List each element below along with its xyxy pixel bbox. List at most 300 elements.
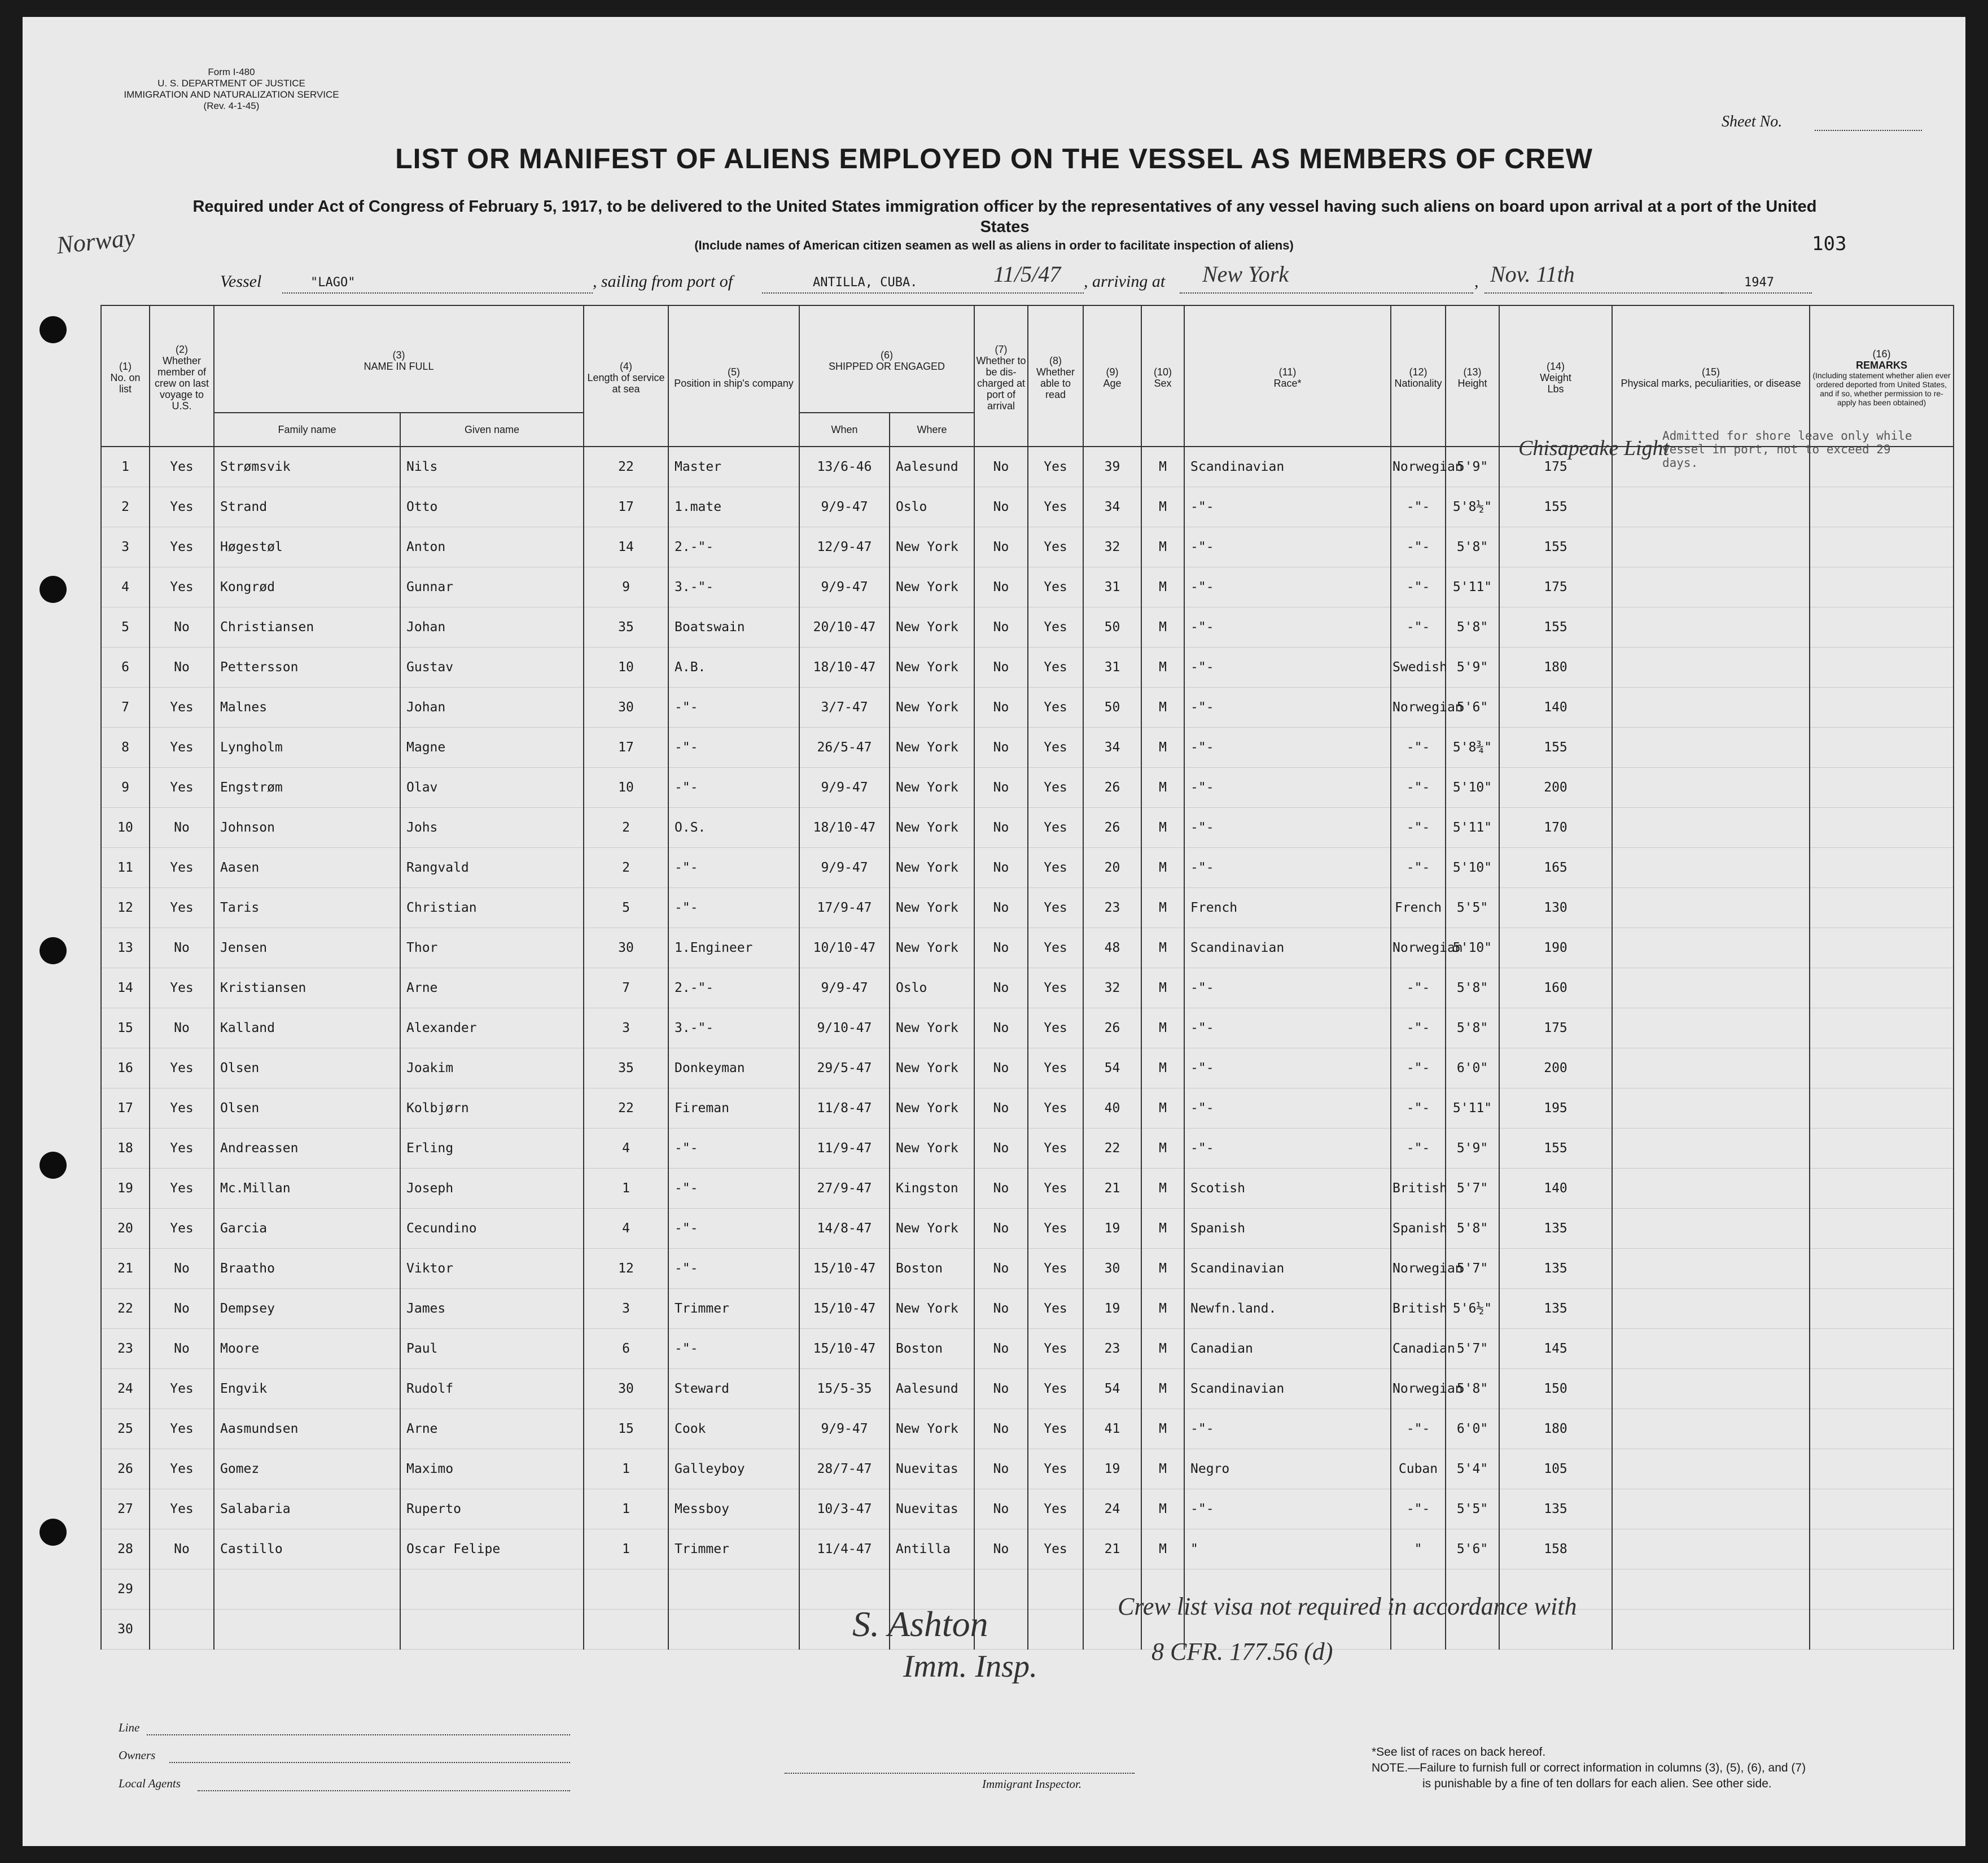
family-name: Olsen [214,1048,400,1088]
col-name-in-full: (3) NAME IN FULL [214,305,584,413]
table-row [101,1610,1954,1650]
sailing-date: 11/5/47 [993,261,1061,287]
age: 26 [1083,1008,1141,1048]
family-name: Andreassen [214,1129,400,1169]
able-to-read: Yes [1028,648,1083,688]
height: 5'11" [1446,1088,1499,1129]
able-to-read: Yes [1028,1289,1083,1329]
table-row [101,1569,1954,1610]
nationality: Norwegian [1391,1369,1446,1409]
shipped-where: New York [890,928,974,968]
remarks-cell [1810,888,1954,928]
discharged: No [974,968,1028,1008]
remarks-cell [1810,968,1954,1008]
weight: 135 [1499,1249,1612,1289]
table-row [101,1489,1954,1529]
race: -"- [1184,1409,1391,1449]
nationality: Norwegian [1391,688,1446,728]
sex: M [1141,1449,1184,1489]
service-years: 22 [584,447,668,487]
shipped-where: Oslo [890,968,974,1008]
age: 40 [1083,1088,1141,1129]
footnote [1372,1744,1947,1792]
service-years: 4 [584,1129,668,1169]
prev-voyage: Yes [150,1409,214,1449]
height: 5'11" [1446,808,1499,848]
position: -"- [668,768,799,808]
form-revision: (Rev. 4-1-45) [203,100,260,111]
able-to-read: Yes [1028,888,1083,928]
height: 5'9" [1446,447,1499,487]
nationality: -"- [1391,1489,1446,1529]
sex: M [1141,1048,1184,1088]
age: 54 [1083,1048,1141,1088]
remarks-cell [1810,607,1954,648]
physical-marks-cell [1612,1088,1810,1129]
discharged: No [974,808,1028,848]
document-title: LIST OR MANIFEST OF ALIENS EMPLOYED ON THE VESSEL AS MEMBERS OF CREW [395,143,1593,174]
position: Fireman [668,1088,799,1129]
remarks-cell [1810,1569,1954,1610]
nationality: Swedish [1391,648,1446,688]
sex: M [1141,848,1184,888]
position: Messboy [668,1489,799,1529]
footer-agents-field [198,1790,570,1791]
shipped-where: Kingston [890,1169,974,1209]
shipped-when: 10/3-47 [799,1489,890,1529]
position: -"- [668,888,799,928]
sex: M [1141,968,1184,1008]
remarks-cell [1810,1008,1954,1048]
col-able-to-read: (8) Whether able to read [1028,305,1083,447]
shipped-when: 9/9-47 [799,1409,890,1449]
remarks-cell [1810,1610,1954,1650]
service-years: 1 [584,1169,668,1209]
nationality: -"- [1391,1088,1446,1129]
prev-voyage: Yes [150,848,214,888]
nationality: -"- [1391,968,1446,1008]
table-row [101,1329,1954,1369]
race: -"- [1184,768,1391,808]
able-to-read: Yes [1028,848,1083,888]
crew-list-note-line1: Crew list visa not required in accordance with [1118,1593,1577,1620]
row-number: 30 [101,1610,150,1650]
table-row [101,1409,1954,1449]
service-years: 14 [584,527,668,567]
weight: 165 [1499,848,1612,888]
age: 30 [1083,1249,1141,1289]
able-to-read: Yes [1028,1088,1083,1129]
shipped-when: 28/7-47 [799,1449,890,1489]
prev-voyage: Yes [150,1369,214,1409]
shipped-when: 12/9-47 [799,527,890,567]
family-name: Kongrød [214,567,400,607]
height: 5'8" [1446,607,1499,648]
prev-voyage: Yes [150,487,214,527]
footer-line-label: Line [119,1721,140,1734]
able-to-read: Yes [1028,728,1083,768]
able-to-read: Yes [1028,968,1083,1008]
row-number: 9 [101,768,150,808]
shipped-where: New York [890,648,974,688]
row-number: 6 [101,648,150,688]
race: -"- [1184,1048,1391,1088]
nationality: -"- [1391,487,1446,527]
height: 5'8" [1446,968,1499,1008]
immigrant-inspector-line [785,1773,1135,1774]
shipped-when: 9/9-47 [799,968,890,1008]
service-years: 2 [584,808,668,848]
row-number: 29 [101,1569,150,1610]
weight: 190 [1499,928,1612,968]
age: 50 [1083,688,1141,728]
age: 19 [1083,1449,1141,1489]
physical-marks-cell [1612,487,1810,527]
shipped-where: New York [890,1129,974,1169]
table-row [101,848,1954,888]
position: -"- [668,728,799,768]
given-name: Viktor [400,1249,584,1289]
race: -"- [1184,688,1391,728]
physical-marks-cell [1612,968,1810,1008]
family-name: Mc.Millan [214,1169,400,1209]
col-shipped-engaged: (6) SHIPPED OR ENGAGED [799,305,974,413]
weight: 155 [1499,487,1612,527]
physical-marks-cell [1612,848,1810,888]
position: -"- [668,1209,799,1249]
shipped-where: New York [890,808,974,848]
row-number: 23 [101,1329,150,1369]
race: -"- [1184,527,1391,567]
nationality: Spanish [1391,1209,1446,1249]
remarks-cell [1810,728,1954,768]
race: -"- [1184,607,1391,648]
prev-voyage: No [150,928,214,968]
table-row [101,928,1954,968]
remarks-cell [1810,1048,1954,1088]
shipped-when: 9/9-47 [799,848,890,888]
table-row [101,607,1954,648]
crew-rows [101,447,1954,1650]
crew-list-note-line2: 8 CFR. 177.56 (d) [1151,1638,1333,1665]
height: 5'11" [1446,567,1499,607]
row-number: 21 [101,1249,150,1289]
shipped-when: 11/9-47 [799,1129,890,1169]
remarks-cell [1810,1088,1954,1129]
able-to-read: Yes [1028,1008,1083,1048]
sex: M [1141,1529,1184,1569]
arriving-line [1180,292,1473,294]
table-row [101,1008,1954,1048]
nationality: -"- [1391,808,1446,848]
table-row [101,1289,1954,1329]
shipped-when: 15/10-47 [799,1249,890,1289]
weight: 180 [1499,648,1612,688]
race: French [1184,888,1391,928]
given-name: Olav [400,768,584,808]
arriving-port: New York [1202,261,1289,287]
remarks-cell [1810,1409,1954,1449]
prev-voyage: Yes [150,1209,214,1249]
prev-voyage: Yes [150,1489,214,1529]
punch-hole [40,576,67,603]
remarks-cell [1810,1529,1954,1569]
table-row [101,728,1954,768]
prev-voyage: Yes [150,567,214,607]
discharged: No [974,888,1028,928]
given-name: Arne [400,968,584,1008]
discharged: No [974,567,1028,607]
given-name: Maximo [400,1449,584,1489]
family-name: Castillo [214,1529,400,1569]
remarks-cell [1810,848,1954,888]
arrival-date: Nov. 11th [1490,261,1575,287]
age: 54 [1083,1369,1141,1409]
shipped-where: New York [890,567,974,607]
sex: M [1141,1129,1184,1169]
remarks-cell [1810,768,1954,808]
given-name: Gustav [400,648,584,688]
remarks-cell [1810,487,1954,527]
prev-voyage: Yes [150,447,214,487]
able-to-read: Yes [1028,1529,1083,1569]
race: -"- [1184,728,1391,768]
able-to-read: Yes [1028,808,1083,848]
table-row [101,1449,1954,1489]
given-name: Rangvald [400,848,584,888]
position: Donkeyman [668,1048,799,1088]
sex: M [1141,808,1184,848]
prev-voyage [150,1610,214,1650]
col-crew-last-voyage: (2) Whether member of crew on last voyage to U.S. [150,305,214,447]
service-years: 30 [584,928,668,968]
physical-marks-cell [1612,1008,1810,1048]
position: 2.-"- [668,527,799,567]
discharged: No [974,527,1028,567]
weight: 170 [1499,808,1612,848]
able-to-read: Yes [1028,1129,1083,1169]
comma-separator: , [1474,272,1479,291]
weight: 158 [1499,1529,1612,1569]
service-years: 15 [584,1409,668,1449]
height: 5'8" [1446,527,1499,567]
physical-marks-cell [1612,1329,1810,1369]
service-years: 10 [584,768,668,808]
given-name: Nils [400,447,584,487]
weight: 140 [1499,1169,1612,1209]
family-name: Christiansen [214,607,400,648]
col-weight: (14) Weight Lbs [1499,305,1612,447]
race: Scandinavian [1184,928,1391,968]
height: 5'8½" [1446,487,1499,527]
weight: 135 [1499,1289,1612,1329]
race: -"- [1184,1129,1391,1169]
row-number: 5 [101,607,150,648]
table-row [101,1048,1954,1088]
position: 1.Engineer [668,928,799,968]
vessel-name: "LAGO" [310,275,356,290]
col-remarks: (16) REMARKS (Including statement whether alien ever ordered deported from United States, and if so, whether permission to re-apply has been obtained) [1810,305,1954,447]
shipped-where: New York [890,1008,974,1048]
able-to-read: Yes [1028,1449,1083,1489]
prev-voyage: No [150,648,214,688]
table-row [101,888,1954,928]
age: 20 [1083,848,1141,888]
col-length-service: (4) Length of service at sea [584,305,668,447]
shipped-where: Boston [890,1329,974,1369]
discharged: No [974,1048,1028,1088]
family-name: Engstrøm [214,768,400,808]
weight: 160 [1499,968,1612,1008]
physical-marks-cell [1612,1529,1810,1569]
service-years: 17 [584,728,668,768]
shipped-where: New York [890,1209,974,1249]
nationality: -"- [1391,848,1446,888]
physical-marks-cell [1612,1129,1810,1169]
given-name: Kolbjørn [400,1088,584,1129]
nationality: British [1391,1169,1446,1209]
family-name: Høgestøl [214,527,400,567]
table-row [101,1209,1954,1249]
service-years: 10 [584,648,668,688]
shipped-where: New York [890,607,974,648]
nationality: -"- [1391,567,1446,607]
family-name: Strømsvik [214,447,400,487]
position: O.S. [668,808,799,848]
nationality: -"- [1391,1129,1446,1169]
position: 3.-"- [668,567,799,607]
shipped-where: New York [890,1088,974,1129]
table-row [101,1249,1954,1289]
discharged: No [974,1169,1028,1209]
physical-marks-cell [1612,928,1810,968]
service-years: 22 [584,1088,668,1129]
family-name: Gomez [214,1449,400,1489]
sex: M [1141,1249,1184,1289]
row-number: 14 [101,968,150,1008]
shipped-where: New York [890,527,974,567]
nationality: -"- [1391,1048,1446,1088]
sailing-port: ANTILLA, CUBA. [813,275,918,290]
family-name: Strand [214,487,400,527]
position: -"- [668,688,799,728]
col-family-name: Family name [214,413,400,447]
able-to-read: Yes [1028,447,1083,487]
given-name: Alexander [400,1008,584,1048]
service-years: 1 [584,1529,668,1569]
discharged: No [974,487,1028,527]
sex: M [1141,487,1184,527]
weight: 145 [1499,1329,1612,1369]
remarks-cell [1810,1249,1954,1289]
position: -"- [668,1129,799,1169]
position: Boatswain [668,607,799,648]
age: 32 [1083,527,1141,567]
race: Newfn.land. [1184,1289,1391,1329]
crew-table [100,305,1954,1650]
discharged: No [974,1329,1028,1369]
able-to-read: Yes [1028,1369,1083,1409]
family-name: Engvik [214,1369,400,1409]
able-to-read: Yes [1028,928,1083,968]
punch-hole [40,1519,67,1546]
shipped-where: Oslo [890,487,974,527]
prev-voyage: Yes [150,768,214,808]
height: 5'6" [1446,688,1499,728]
prev-voyage: Yes [150,968,214,1008]
race: Scandinavian [1184,1369,1391,1409]
sex: M [1141,1489,1184,1529]
given-name: Cecundino [400,1209,584,1249]
col-physical-marks: (15) Physical marks, peculiarities, or disease [1612,305,1810,447]
physical-marks-cell [1612,1289,1810,1329]
sex: M [1141,1088,1184,1129]
race: -"- [1184,848,1391,888]
table-row [101,487,1954,527]
discharged: No [974,1449,1028,1489]
shipped-when: 20/10-47 [799,607,890,648]
shipped-when: 9/10-47 [799,1008,890,1048]
remarks-cell [1810,1369,1954,1409]
given-name: Johan [400,607,584,648]
table-row [101,567,1954,607]
remarks-cell [1810,1209,1954,1249]
able-to-read: Yes [1028,1249,1083,1289]
height: 5'7" [1446,1329,1499,1369]
given-name [400,1569,584,1610]
service-years: 35 [584,607,668,648]
height: 5'10" [1446,928,1499,968]
discharged: No [974,1289,1028,1329]
able-to-read: Yes [1028,1169,1083,1209]
shipped-when: 3/7-47 [799,688,890,728]
col-age: (9) Age [1083,305,1141,447]
nationality: -"- [1391,1008,1446,1048]
row-number: 20 [101,1209,150,1249]
punch-hole [40,316,67,343]
weight: 150 [1499,1369,1612,1409]
physical-marks-cell [1612,648,1810,688]
sheet-no-label: Sheet No. [1722,113,1783,130]
footer-owners-label: Owners [119,1748,156,1762]
height: 5'8" [1446,1209,1499,1249]
family-name: Moore [214,1329,400,1369]
able-to-read: Yes [1028,688,1083,728]
age: 34 [1083,487,1141,527]
given-name: Oscar Felipe [400,1529,584,1569]
given-name: Magne [400,728,584,768]
shipped-when: 29/5-47 [799,1048,890,1088]
sex: M [1141,1289,1184,1329]
table-row [101,1129,1954,1169]
sex: M [1141,1169,1184,1209]
margin-handwritten-note: Norway [55,223,137,260]
vessel-line [282,292,593,294]
weight: 155 [1499,607,1612,648]
shipped-when: 11/8-47 [799,1088,890,1129]
row-number: 13 [101,928,150,968]
physical-marks-note: Chisapeake Light [1518,436,1670,460]
shipped-when: 15/5-35 [799,1369,890,1409]
sex: M [1141,447,1184,487]
prev-voyage: Yes [150,1088,214,1129]
family-name: Lyngholm [214,728,400,768]
height: 5'10" [1446,768,1499,808]
sex: M [1141,567,1184,607]
race: -"- [1184,808,1391,848]
shipped-when: 17/9-47 [799,888,890,928]
prev-voyage: No [150,607,214,648]
